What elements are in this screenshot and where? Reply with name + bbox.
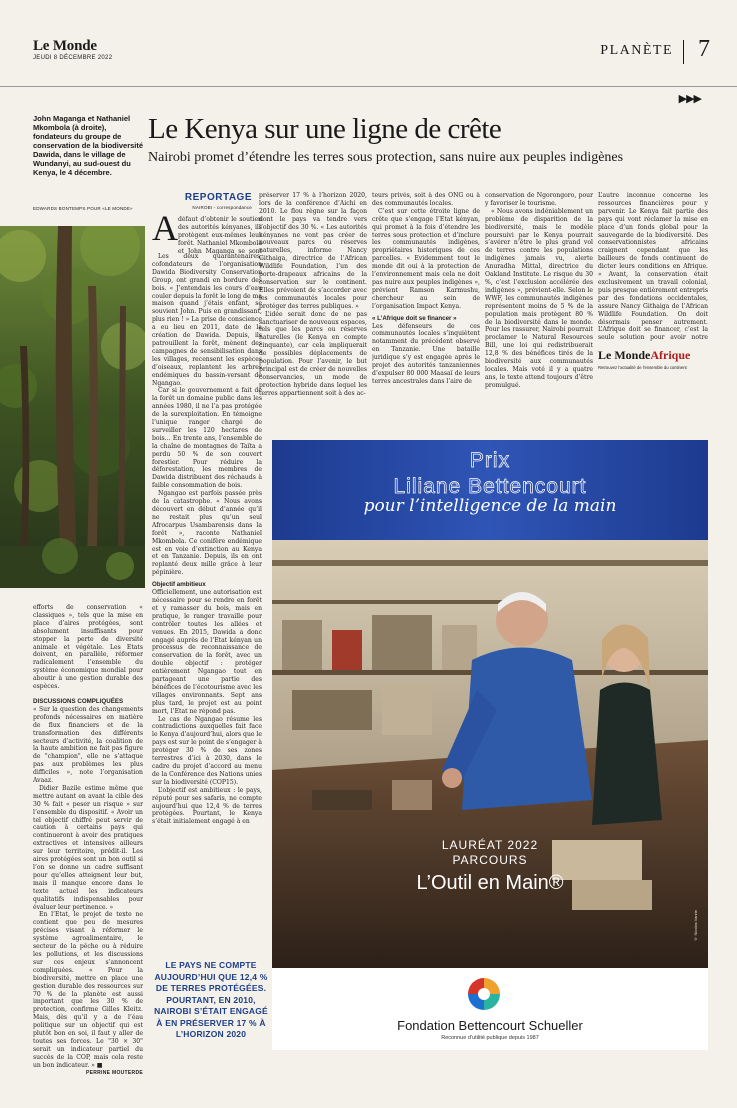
ad-laureat-category: PARCOURS xyxy=(452,853,528,867)
lemonde-afrique-logo-accent: Afrique xyxy=(650,348,691,362)
article-column-2 xyxy=(259,192,367,397)
foundation-status: Reconnue d’utilité publique depuis 1987 xyxy=(441,1035,539,1041)
ad-prize-name: Liliane Bettencourt xyxy=(393,475,587,498)
byline: PERRINE MOUTERDE xyxy=(85,1069,143,1074)
lemonde-afrique-logo-main: Le Monde xyxy=(598,348,651,362)
article-column-5 xyxy=(598,192,708,342)
foundation-name: Fondation Bettencourt Schueller xyxy=(397,1018,583,1033)
paragraph: « Sur la question des changements profonds nécessaires en matière de flux financiers et de la transformation des différents secteurs d’activité, la coalition de la haute ambition ne fait pas figure de "champion", elle ne s’attaque pas aux problèmes les plus difficiles », note l’organisation Avaaz. xyxy=(33,705,143,785)
foundation-logo-icon xyxy=(464,974,504,1014)
continue-arrows: ▶▶▶ xyxy=(678,93,701,105)
article-headline: Le Kenya sur une ligne de crête xyxy=(148,113,502,145)
ad-winner-name: L’Outil en Main® xyxy=(416,872,564,894)
paragraph: « Nous avons indéniablement un problème de disparition de la biodiversité, mais le modèle poursuivi par le Kenya pourrait s’avérer n’être le plus grand vol de terres contre les populations indigènes jamais vu, alerte Anuradha Mittal, directrice du Oakland Institute. Le risque du 30 %, c’est l’exclusion accélérée des indigènes », prévient-elle. Selon le WWF, les communautés indigènes représentent moins de 5 % de la population mais protègent 80 % de la biodiversité dans le monde. Pour les rassurer, Nairobi pourrait proclamer le Natural Resources Bill, une loi qui redistribuerait 12,8 % des bénéfices tirés de la biodiversité aux communautés locales. Mais voté il y a quatre ans, le texte attend toujours d’être promulgué. xyxy=(485,207,593,389)
pull-quote: LE PAYS NE COMPTE AUJOURD’HUI QUE 12,4 % DE TERRES PROTÉGÉES. POURTANT, EN 2010, NAIROBI S’ÉTAIT ENGAGÉ À EN PRÉSERVER 17 % À L’HORIZON 2020 xyxy=(154,960,268,1039)
paragraph: Le cas de Ngangao résume les contradictions auxquelles fait face le Kenya d’aujourd’hui, alors que le pays est sur le point de s’engager à protéger 30 % de ses zones terrestres d’ici à 2030, dans le cadre du projet d’accord au menu de la Conférence des Nations unies sur la biodiversité (COP15). xyxy=(152,715,262,786)
paragraph: Les deux quarantenaires, cofondateurs de l’organisation Dawida Biodiversity Conservation Group, ont grandi en bordure des bois. « J’entendais les cours d’eau couler depuis la forêt le long de ma maison quand j’étais enfant, se souvient John. Puis en grandissant, plus rien ! » La prise de conscience a eu lieu en 2011, date de la création de Dawida. Depuis, ils patrouillent la forêt, mènent des campagnes de sensibilisation dans les villages, recensent les espèces d’oiseaux, replantent les arbres endémiques du bassin-versant de Ngangao. xyxy=(152,253,262,387)
subhead: Objectif ambitieux xyxy=(152,581,206,589)
issue-date: JEUDI 8 DÉCEMBRE 2022 xyxy=(33,55,113,61)
photo-caption: John Maganga et Nathaniel Mkombola (à droite), fondateurs du groupe de conservation de la biodiversité Dawida, dans le village de Wundanyi, au sud-ouest du Kenya, le 4 décembre. xyxy=(33,114,144,177)
ad-prize-title xyxy=(272,448,708,500)
paragraph: teurs privés, soit à des ONG ou à des communautés locales. xyxy=(372,192,480,207)
article-kicker: REPORTAGE xyxy=(184,192,252,203)
lemonde-afrique-logo[interactable] xyxy=(598,348,690,363)
article-subheadline: Nairobi promet d’étendre les terres sous protection, sans nuire aux peuples indigènes xyxy=(148,150,624,165)
section-divider xyxy=(683,40,685,64)
article-column-3 xyxy=(372,192,480,397)
paragraph: Ngangao est parfois passée près de la catastrophe. « Nous avons découvert en début d’année qu’il ne restait plus qu’un seul Afrocarpus Usambarensis dans la forêt », raconte Nathaniel Mkombola. Ce conifère endémique est en voie d’extinction au Kenya et en Tanzanie. Depuis, ils en ont replanté deux mille grâce à leur pépinière. xyxy=(152,490,262,577)
ad-tagline: pour l’intelligence de la main xyxy=(363,496,617,516)
ad-prize-label: Prix xyxy=(469,449,511,472)
article-column-4 xyxy=(485,192,593,397)
advertisement[interactable] xyxy=(272,440,708,1050)
paragraph: C’est sur cette étroite ligne de crête que s’engage l’Etat kényan, qui promet à la fois d’étendre les terres sous protection et d’inclure les communautés indigènes, propriétaires historiques de ces parcelles. « Evidemment tout le monde dit oui à la protection de l’environnement mais cela ne doit pas nuire aux peuples indigènes », prévient Ramson Karmushu, chercheur au sein de l’organisation Impact Kenya. xyxy=(372,207,480,310)
subhead: DISCUSSIONS COMPLIQUÉES xyxy=(33,697,124,705)
photo-credit: EDWARDS BONTEMPS POUR «LE MONDE» xyxy=(33,206,133,211)
article-dateline: NAIROBI - correspondance xyxy=(192,205,252,210)
paragraph: Officiellement, une autorisation est nécessaire pour se rendre en forêt et y ramasser du bois, mais en pratique, le ranger travaille pour contrôler toutes les allées et venues. En 2015, Dawida a donc engagé auprès de l’Etat kényan un processus de reconnaissance de conservation de la forêt, avec un double objectif : protéger entièrement Ngangao tout en partageant une partie des bénéfices de l’écotourisme avec les villages environnants. Sept ans plus tard, le projet est au point mort, l’Etat ne répond pas. xyxy=(152,589,262,715)
workshop-photo xyxy=(272,540,708,968)
lemonde-afrique-tagline: Retrouvez l’actualité de l’ensemble du continent xyxy=(598,365,687,370)
header-rule xyxy=(0,86,737,87)
paragraph: En l’Etat, le projet de texte ne contient que peu de mesures précises visant à réformer le système agroalimentaire, le secteur de la pêche ou à réduire les pollutions, et les discussions sur ces enjeux s’annoncent compliquées. « Pour la biodiversité, mettre en place une gestion durable des ressources sur 70 % de la planète est aussi important que les 30 % de protection, confirme Gilles Kleitz. Mais, dès qu’il y a de l’éau politique sur un objectif qui est plutôt bon en soi, il faut y aller de toutes ses forces. Le "30 × 30" serait un indicateur partiel du succès de la COP, mais cela reste un bon indicateur. » ■ xyxy=(33,911,143,1069)
paragraph: Car si le gouvernement a fait de la forêt un domaine public dans les années 1980, il ne l’a pas protégée de la surexploitation. En témoigne l’unique ranger chargé de surveiller les 120 hectares de bois… En trente ans, l’ensemble de la chaîne de montagnes de Taïta a perdu 50 % de son couvert forestier. Pour réduire la déforestation, les membres de Dawida distribuent des réchauds à faible consommation de bois. xyxy=(152,387,262,490)
paragraph: efforts de conservation « classiques », tels que la mise en place d’aires protégées, sont absolument insuffisants pour stopper la perte de diversité animale et végétale. Les Etats doivent, en parallèle, réformer radicalement l’ensemble du système économique mondial pour aboutir à une gestion durable des espèces. xyxy=(33,604,143,691)
ad-laureat xyxy=(272,838,708,868)
paragraph: L’objectif est ambitieux : le pays, réputé pour ses safaris, ne compte aujourd’hui que 12,4 % de terres protégées. Pourtant, le Kenya s’était initialement engagé à en xyxy=(152,786,262,826)
paragraph: préserver 17 % à l’horizon 2020, lors de la conférence d’Aichi en 2010. Le flou règne sur la façon dont le pays va tendre vers l’objectif des 30 %. « Les autorités kényanes ne vont pas créer de nouveaux parcs ou réserves naturelles, informe Nancy Githaiga, directrice de l’African Wildlife Foundation, l’un des porte-drapeaux africains de la conservation sur le continent. Elles prévoient de s’accorder avec les communautés locales pour protéger des terres publiques. » xyxy=(259,192,367,310)
drop-cap: A xyxy=(152,208,178,248)
page-number: 7 xyxy=(698,36,710,62)
forest-photo xyxy=(0,226,145,588)
previous-article-column xyxy=(33,604,143,1074)
paragraph: L’idée serait donc de ne pas sanctuariser de nouveaux espaces, tels que les parcs ou réserves naturelles (le Kenya en compte cinquante), car cela impliquerait de possibles déplacements de population. Pour l’avenir, le but principal est de créer de nouvelles conservancies, un mode de protection hybride dans lequel les terres appartiennent soit à des ac- xyxy=(259,310,367,397)
paragraph: Les défenseurs de ces communautés locales s’inquiètent notamment du précédent observé en Tanzanie. Une bataille juridique s’y est engagée après le projet des autorités tanzaniennes d’expulser 80 000 Maasaï de leurs terres ancestrales dans l’aire de xyxy=(372,322,480,385)
article-column-1-top xyxy=(178,216,262,254)
newspaper-logo: Le Monde xyxy=(33,38,97,54)
article-column-1 xyxy=(152,253,262,953)
paragraph: conservation de Ngorongoro, pour y favoriser le tourisme. xyxy=(485,192,593,207)
paragraph: L’autre inconnue concerne les ressources financières pour y parvenir. Le Kenya fait partie des pays qui vont réclamer la mise en place d’un fonds global pour la sauvegarde de la biodiversité. Des conservationnistes africains craignent cependant que les bailleurs de fonds continuent de dicter leurs conditions en Afrique. « Avant, la conservation était exclusivement un travail colonial, puis presque entièrement entrepris par des fondations occidentales, assure Nancy Githaiga de l’African Wildlife Foundation. On doit désormais penser autrement. L’Afrique doit se financer, c’est la seule solution pour avoir notre xyxy=(598,192,708,342)
subhead: « L’Afrique doit se financer » xyxy=(372,314,457,322)
paragraph: Didier Bazile estime même que mettre autant en avant la cible des 30 % fait « peser un risque » sur l’ensemble du dispositif. « Avoir un tel objectif chiffré peut servir de caution à certains pays qui continueront à avoir des pratiques extractives et intensives ailleurs sur leur territoire, prédit-il. Les aires protégées sont un bon outil si l’on se donne un cadre suffisant pour qu’elles atteignent leur but, mais il manque encore dans le texte actuel les indicateurs qualitatifs indispensables pour évaluer leur pertinence. » xyxy=(33,784,143,911)
ad-laureat-year: LAURÉAT 2022 xyxy=(441,838,539,852)
ad-photo-credit: © Nicolas Vanrie xyxy=(693,910,698,942)
paragraph: défaut d’obtenir le soutien des autorités kényanes, ils protègent eux-mêmes leur forêt. Nathaniel Mkombola et John Maganga se sont xyxy=(178,216,262,254)
section-label: PLANÈTE xyxy=(600,43,673,58)
